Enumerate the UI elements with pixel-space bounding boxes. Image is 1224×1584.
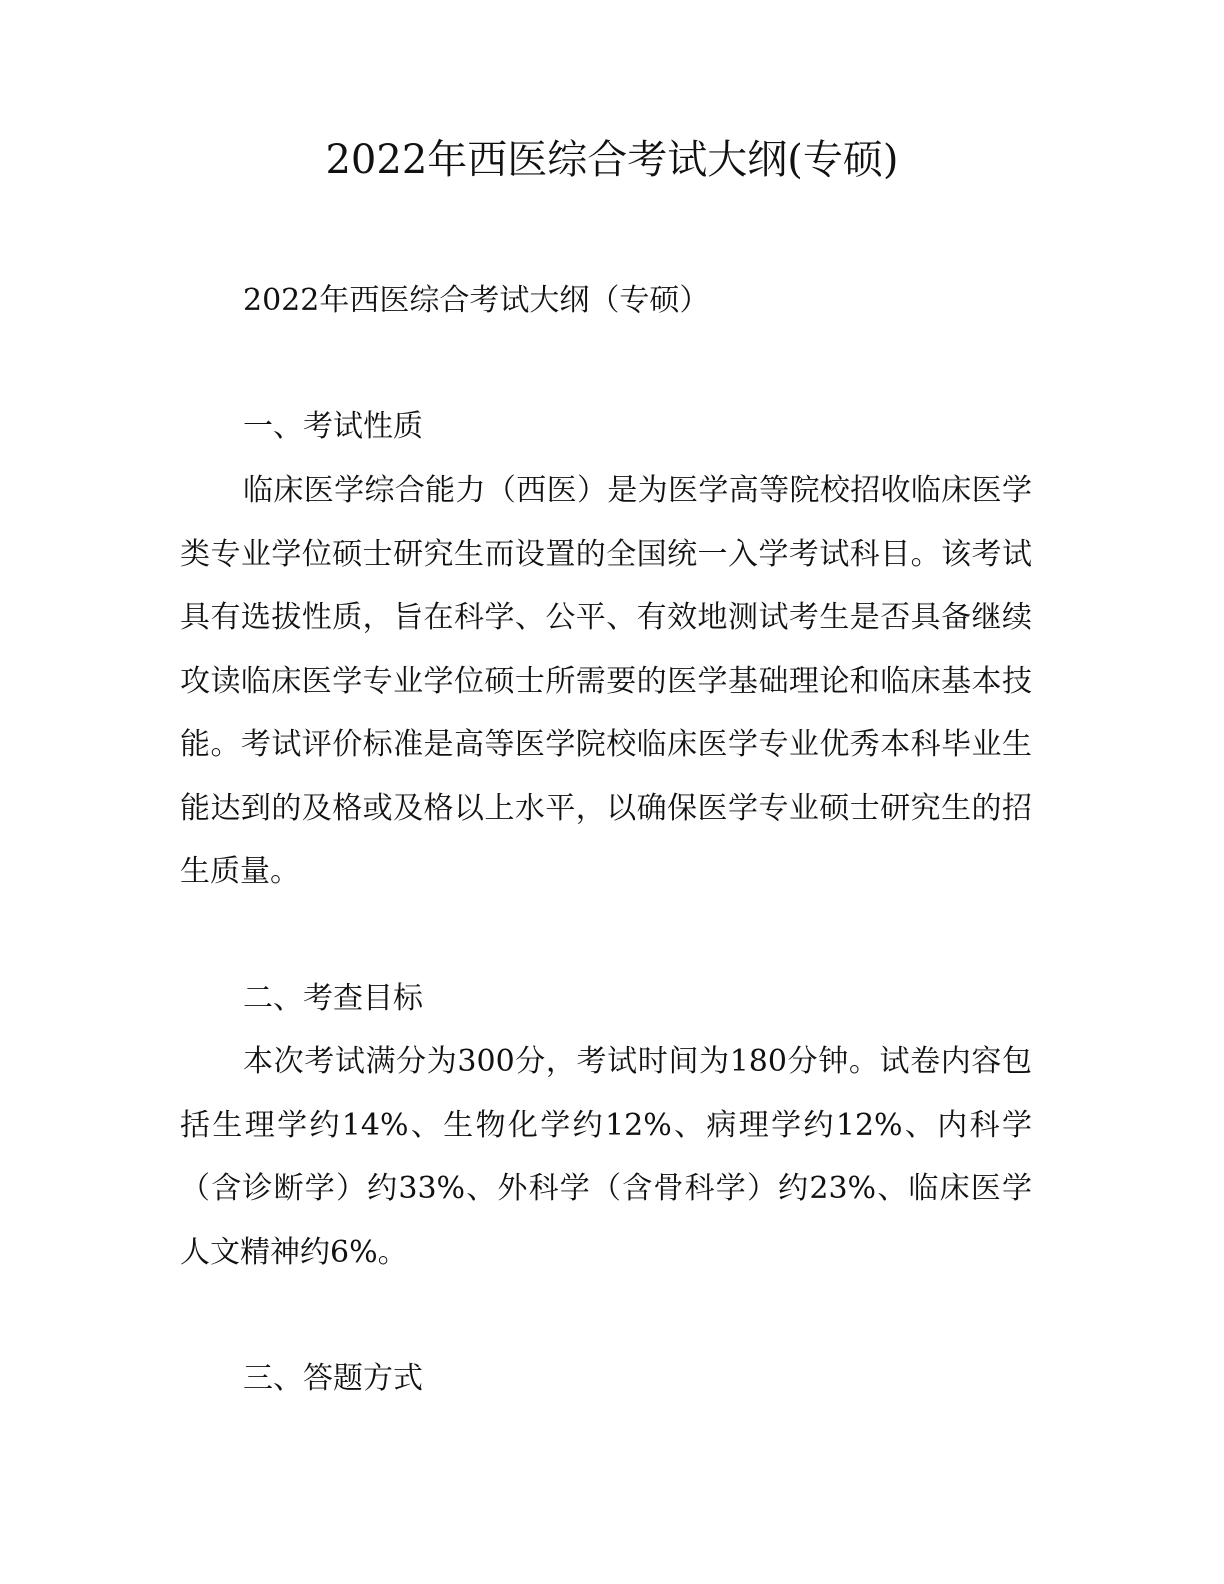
section-heading-exam-objectives: 二、考查目标 [243,981,423,1016]
document-title: 2022年西医综合考试大纲(专硕) [325,137,899,183]
section-paragraph-exam-nature: 临床医学综合能力（西医）是为医学高等院校招收临床医学类专业学位硕士研究生而设置的全国统一入学考试科目。该考试具有选拔性质，旨在科学、公平、有效地测试考生是否具备继续攻读临床医学专业学位硕士所需要的医学基础理论和临床基本技能。考试评价标准是高等医学院校临床医学专业优秀本科毕业生能达到的及格或及格以上水平，以确保医学专业硕士研究生的招生质量。 [180,473,1032,889]
document-subtitle: 2022年西医综合考试大纲（专硕） [243,283,710,318]
section-heading-exam-nature: 一、考试性质 [243,409,423,444]
section-paragraph-exam-objectives: 本次考试满分为300分，考试时间为180分钟。试卷内容包括生理学约14%、生物化学约12%、病理学约12%、内科学（含诊断学）约33%、外科学（含骨科学）约23%、临床医学人文精神约6%。 [180,1044,1032,1270]
section-heading-answer-method: 三、答题方式 [243,1361,423,1396]
